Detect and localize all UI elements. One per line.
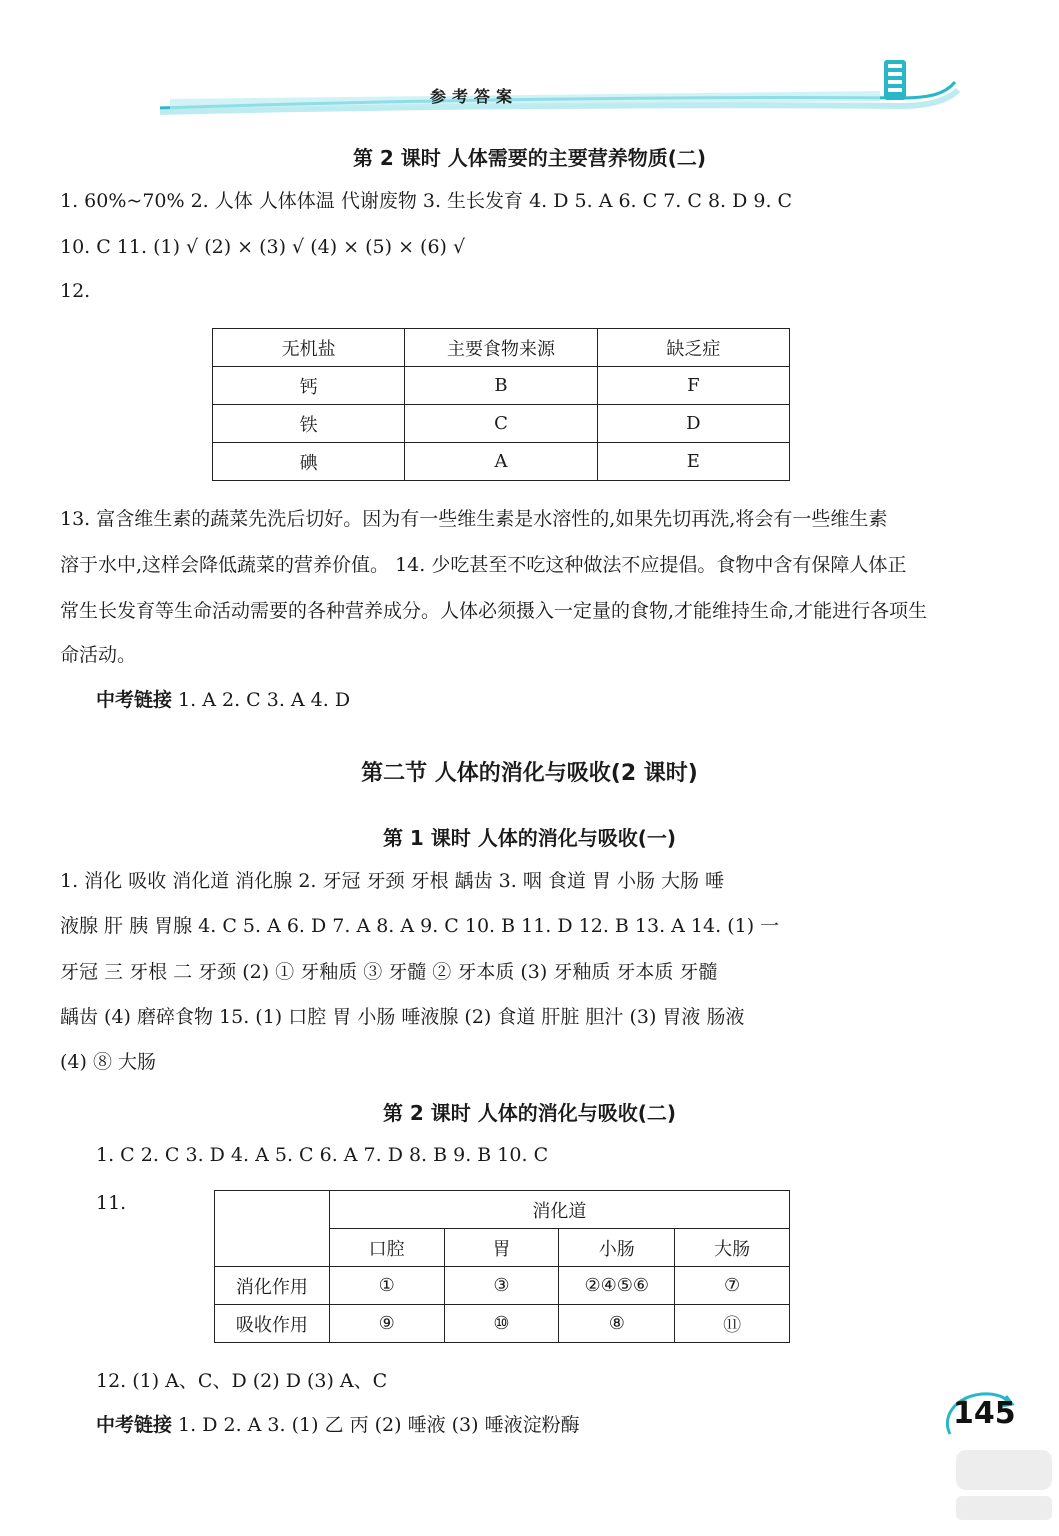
- paragraph-line: 溶于水中,这样会降低蔬菜的营养价值。 14. 少吃甚至不吃这种做法不应提倡。食物中含有保障人体正: [60, 554, 907, 576]
- table-header-cell: 大肠: [675, 1229, 790, 1267]
- table-header-row: [215, 1191, 790, 1229]
- exam-link-answers: 1. D 2. A 3. (1) 乙 丙 (2) 唾液 (3) 唾液淀粉酶: [172, 1414, 580, 1436]
- table-header-row: [213, 329, 790, 367]
- table-header-cell: 胃: [444, 1229, 559, 1267]
- table-cell: 钙: [213, 367, 405, 405]
- question-label: 11.: [96, 1192, 127, 1214]
- table-corner-cell: [215, 1191, 330, 1267]
- table-header-cell: 小肠: [559, 1229, 675, 1267]
- table-cell: F: [597, 367, 789, 405]
- table-header-cell: 口腔: [329, 1229, 444, 1267]
- table-row: [213, 405, 790, 443]
- table-group-header: 消化道: [329, 1191, 789, 1229]
- exam-link-answers: 1. A 2. C 3. A 4. D: [172, 689, 351, 711]
- answer-line: 10. C 11. (1) √ (2) × (3) √ (4) × (5) × (6) √: [60, 236, 466, 258]
- answer-line: 龋齿 (4) 磨碎食物 15. (1) 口腔 胃 小肠 唾液腺 (2) 食道 肝脏 胆汁 (3) 胃液 肠液: [60, 1006, 745, 1028]
- table-cell: ⑪: [675, 1305, 790, 1343]
- lesson-title: 第 2 课时 人体的消化与吸收(二): [382, 1101, 677, 1125]
- exam-link-line: [96, 685, 350, 715]
- answer-line: (4) ⑧ 大肠: [60, 1051, 156, 1073]
- mineral-table: [212, 328, 790, 481]
- section-title: 第二节 人体的消化与吸收(2 课时): [361, 761, 698, 786]
- watermark-logo-graphic: [950, 1430, 1059, 1530]
- table-row: [213, 443, 790, 481]
- table-header-cell: 主要食物来源: [405, 329, 597, 367]
- table-row-label: 消化作用: [215, 1267, 330, 1305]
- table-cell: ⑧: [559, 1305, 675, 1343]
- table-row: [213, 367, 790, 405]
- table-cell: E: [597, 443, 789, 481]
- header-wave-decoration: [0, 0, 1059, 140]
- table-cell: ①: [329, 1267, 444, 1305]
- table-row: [215, 1267, 790, 1305]
- table-cell: ②④⑤⑥: [559, 1267, 675, 1305]
- paragraph-line: 13. 富含维生素的蔬菜先洗后切好。因为有一些维生素是水溶性的,如果先切再洗,将会有一些维生素: [60, 508, 888, 530]
- question-label: 12.: [60, 280, 91, 302]
- table-cell: ⑩: [444, 1305, 559, 1343]
- watermark-logo: [950, 1430, 1059, 1530]
- answer-line: 1. 60%~70% 2. 人体 人体体温 代谢废物 3. 生长发育 4. D 5. A 6. C 7. C 8. D 9. C: [60, 190, 793, 212]
- paragraph-line: 常生长发育等生命活动需要的各种营养成分。人体必须摄入一定量的食物,才能维持生命,才能进行各项生: [60, 600, 928, 622]
- table-cell: 铁: [213, 405, 405, 443]
- table-row: [215, 1305, 790, 1343]
- page-header: [0, 0, 1059, 140]
- table-cell: A: [405, 443, 597, 481]
- table-cell: C: [405, 405, 597, 443]
- table-header-cell: 无机盐: [213, 329, 405, 367]
- answer-line: 1. 消化 吸收 消化道 消化腺 2. 牙冠 牙颈 牙根 龋齿 3. 咽 食道 胃 小肠 大肠 唾: [60, 870, 725, 892]
- table-cell: D: [597, 405, 789, 443]
- lesson-title: 第 1 课时 人体的消化与吸收(一): [382, 826, 677, 850]
- answer-line: 12. (1) A、C、D (2) D (3) A、C: [96, 1370, 388, 1392]
- answer-line: 1. C 2. C 3. D 4. A 5. C 6. A 7. D 8. B 9. B 10. C: [96, 1144, 549, 1166]
- table-cell: 碘: [213, 443, 405, 481]
- exam-link-label: 中考链接: [96, 689, 173, 711]
- header-title: 参考答案: [430, 87, 519, 106]
- answer-line: 液腺 肝 胰 胃腺 4. C 5. A 6. D 7. A 8. A 9. C 10. B 11. D 12. B 13. A 14. (1) 一: [60, 915, 780, 937]
- exam-link-line: [96, 1410, 580, 1440]
- table-header-cell: 缺乏症: [597, 329, 789, 367]
- table-cell: ③: [444, 1267, 559, 1305]
- lesson-title: 第 2 课时 人体需要的主要营养物质(二): [352, 146, 707, 170]
- table-row-label: 吸收作用: [215, 1305, 330, 1343]
- paragraph-line: 命活动。: [60, 644, 137, 666]
- table-cell: B: [405, 367, 597, 405]
- table-cell: ⑨: [329, 1305, 444, 1343]
- answer-line: 牙冠 三 牙根 二 牙颈 (2) ① 牙釉质 ③ 牙髓 ② 牙本质 (3) 牙釉质 牙本质 牙髓: [60, 961, 718, 983]
- table-cell: ⑦: [675, 1267, 790, 1305]
- exam-link-label: 中考链接: [96, 1414, 173, 1436]
- digestion-table: [214, 1190, 790, 1343]
- page-number: 145: [953, 1396, 1016, 1431]
